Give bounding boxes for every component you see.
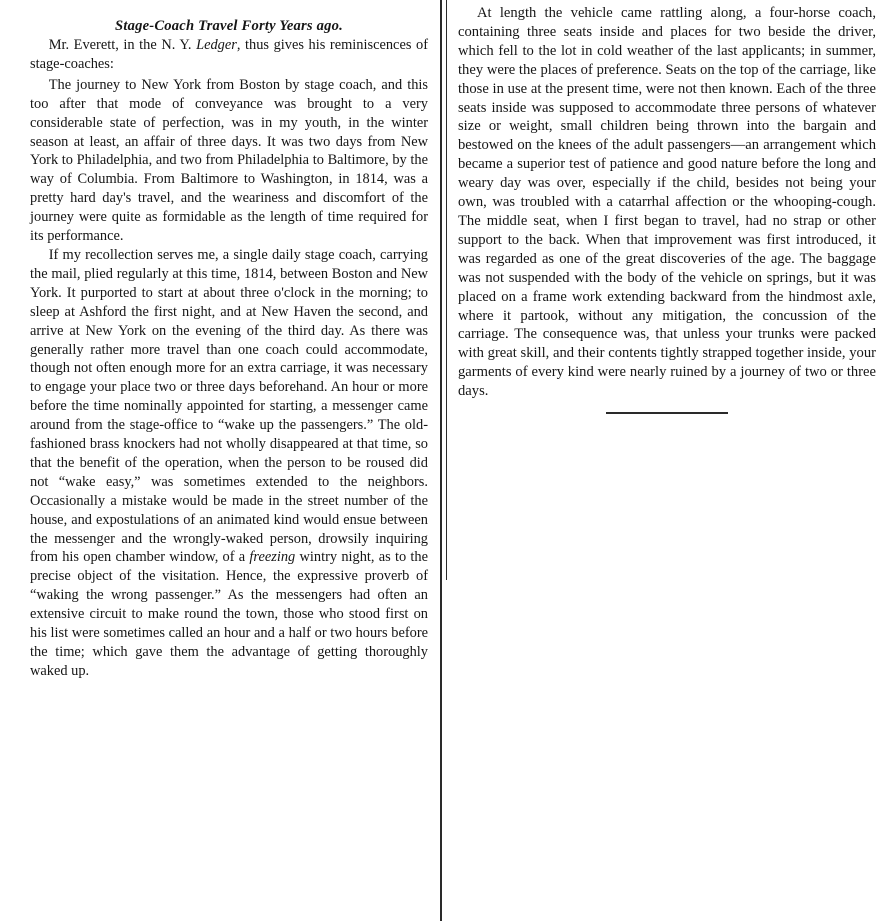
paragraph-1: The journey to New York from Boston by stage coach, and this too after that mode of conveyance was brought to a very considerable state of perfection, was in my youth, in the winter season at least, an affair of three days. It was two days from New York to Philadelphia, and two from Philadelphia to Baltimore, by the way of Columbia. From Baltimore to Washington, in 1814, was a pretty hard day's travel, and the weariness and discomfort of the journey were quite as formidable as the length of time required for its performance. — [30, 76, 428, 245]
intro-text-after: , thus gives his reminiscences of stage-coaches: — [30, 37, 428, 72]
right-column — [458, 4, 876, 414]
article-intro — [30, 36, 428, 74]
intro-source: Ledger — [196, 37, 237, 53]
paragraph-2 — [30, 246, 428, 681]
intro-text-before: Mr. Everett, in the N. Y. — [48, 37, 197, 53]
paragraph-2-text-before: If my recollection serves me, a single daily stage coach, carrying the mail, plied regularly at this time, 1814, between Boston and New York. It purported to start at about three o'clock in the morning; to sleep at Ashford the first night, and at New Haven the second, and arrive at New York on the evening of the third day. As there was generally rather more travel than one coach could accommodate, though not often enough more for an extra carriage, it was necessary to engage your place two or three days beforehand. An hour or more before the time nominally appointed for starting, a messenger came around from the stage-office to “wake up the passengers.” The old-fashioned brass knockers had not wholly disappeared at that time, so that the benefit of the operation, when the person to be roused did not “wake easy,” was sometimes extended to the neighbors. Occasionally a mistake would be made in the street number of the house, and expostulations of an animated kind would ensue between the messenger and the wrongly-waked person, drowsily inquiring from his open chamber window, of a — [30, 246, 428, 566]
column-rule-right — [446, 0, 447, 580]
end-rule — [606, 412, 728, 414]
left-column — [30, 16, 428, 681]
paragraph-2-text-after: wintry night, as to the precise object of the visitation. Hence, the expressive proverb of “waking the wrong passenger.” As the messengers had often an extensive circuit to make round the town, those who stood first on his list were sometimes called an hour and a half or two hours before the time; which gave them the advantage of getting thoroughly waked up. — [30, 549, 428, 679]
column-rule-left — [440, 0, 442, 921]
paragraph-2-emphasis: freezing — [249, 549, 296, 566]
article-headline: Stage-Coach Travel Forty Years ago. — [115, 18, 343, 34]
paragraph-3: At length the vehicle came rattling along, a four-horse coach, containing three seats inside and places for two beside the driver, which fell to the lot in cold weather of the last applicants; in summer, they were the places of preference. Seats on the top of the carriage, like those in use at the present time, were not then known. Each of the three seats inside was supposed to accommodate three persons of whatever size or weight, small children being thrown into the bargain and bestowed on the knees of the adult passengers—an arrangement which became a superior test of patience and good nature before the long and weary day was over, especially if the child, besides not being your own, was troubled with a catarrhal affection or the whooping-cough. The middle seat, when I first began to travel, had no strap or other support to the back. When that improvement was first introduced, it was regarded as one of the great discoveries of the age. The baggage was not suspended with the body of the vehicle on springs, but it was placed on a frame work extending backward from the hindmost axle, where it partook, without any mitigation, the concussion of the carriage. The consequence was, that unless your trunks were packed with great skill, and their contents tightly strapped together inside, your garments of every kind were nearly ruined by a journey of two or three days. — [458, 5, 876, 400]
